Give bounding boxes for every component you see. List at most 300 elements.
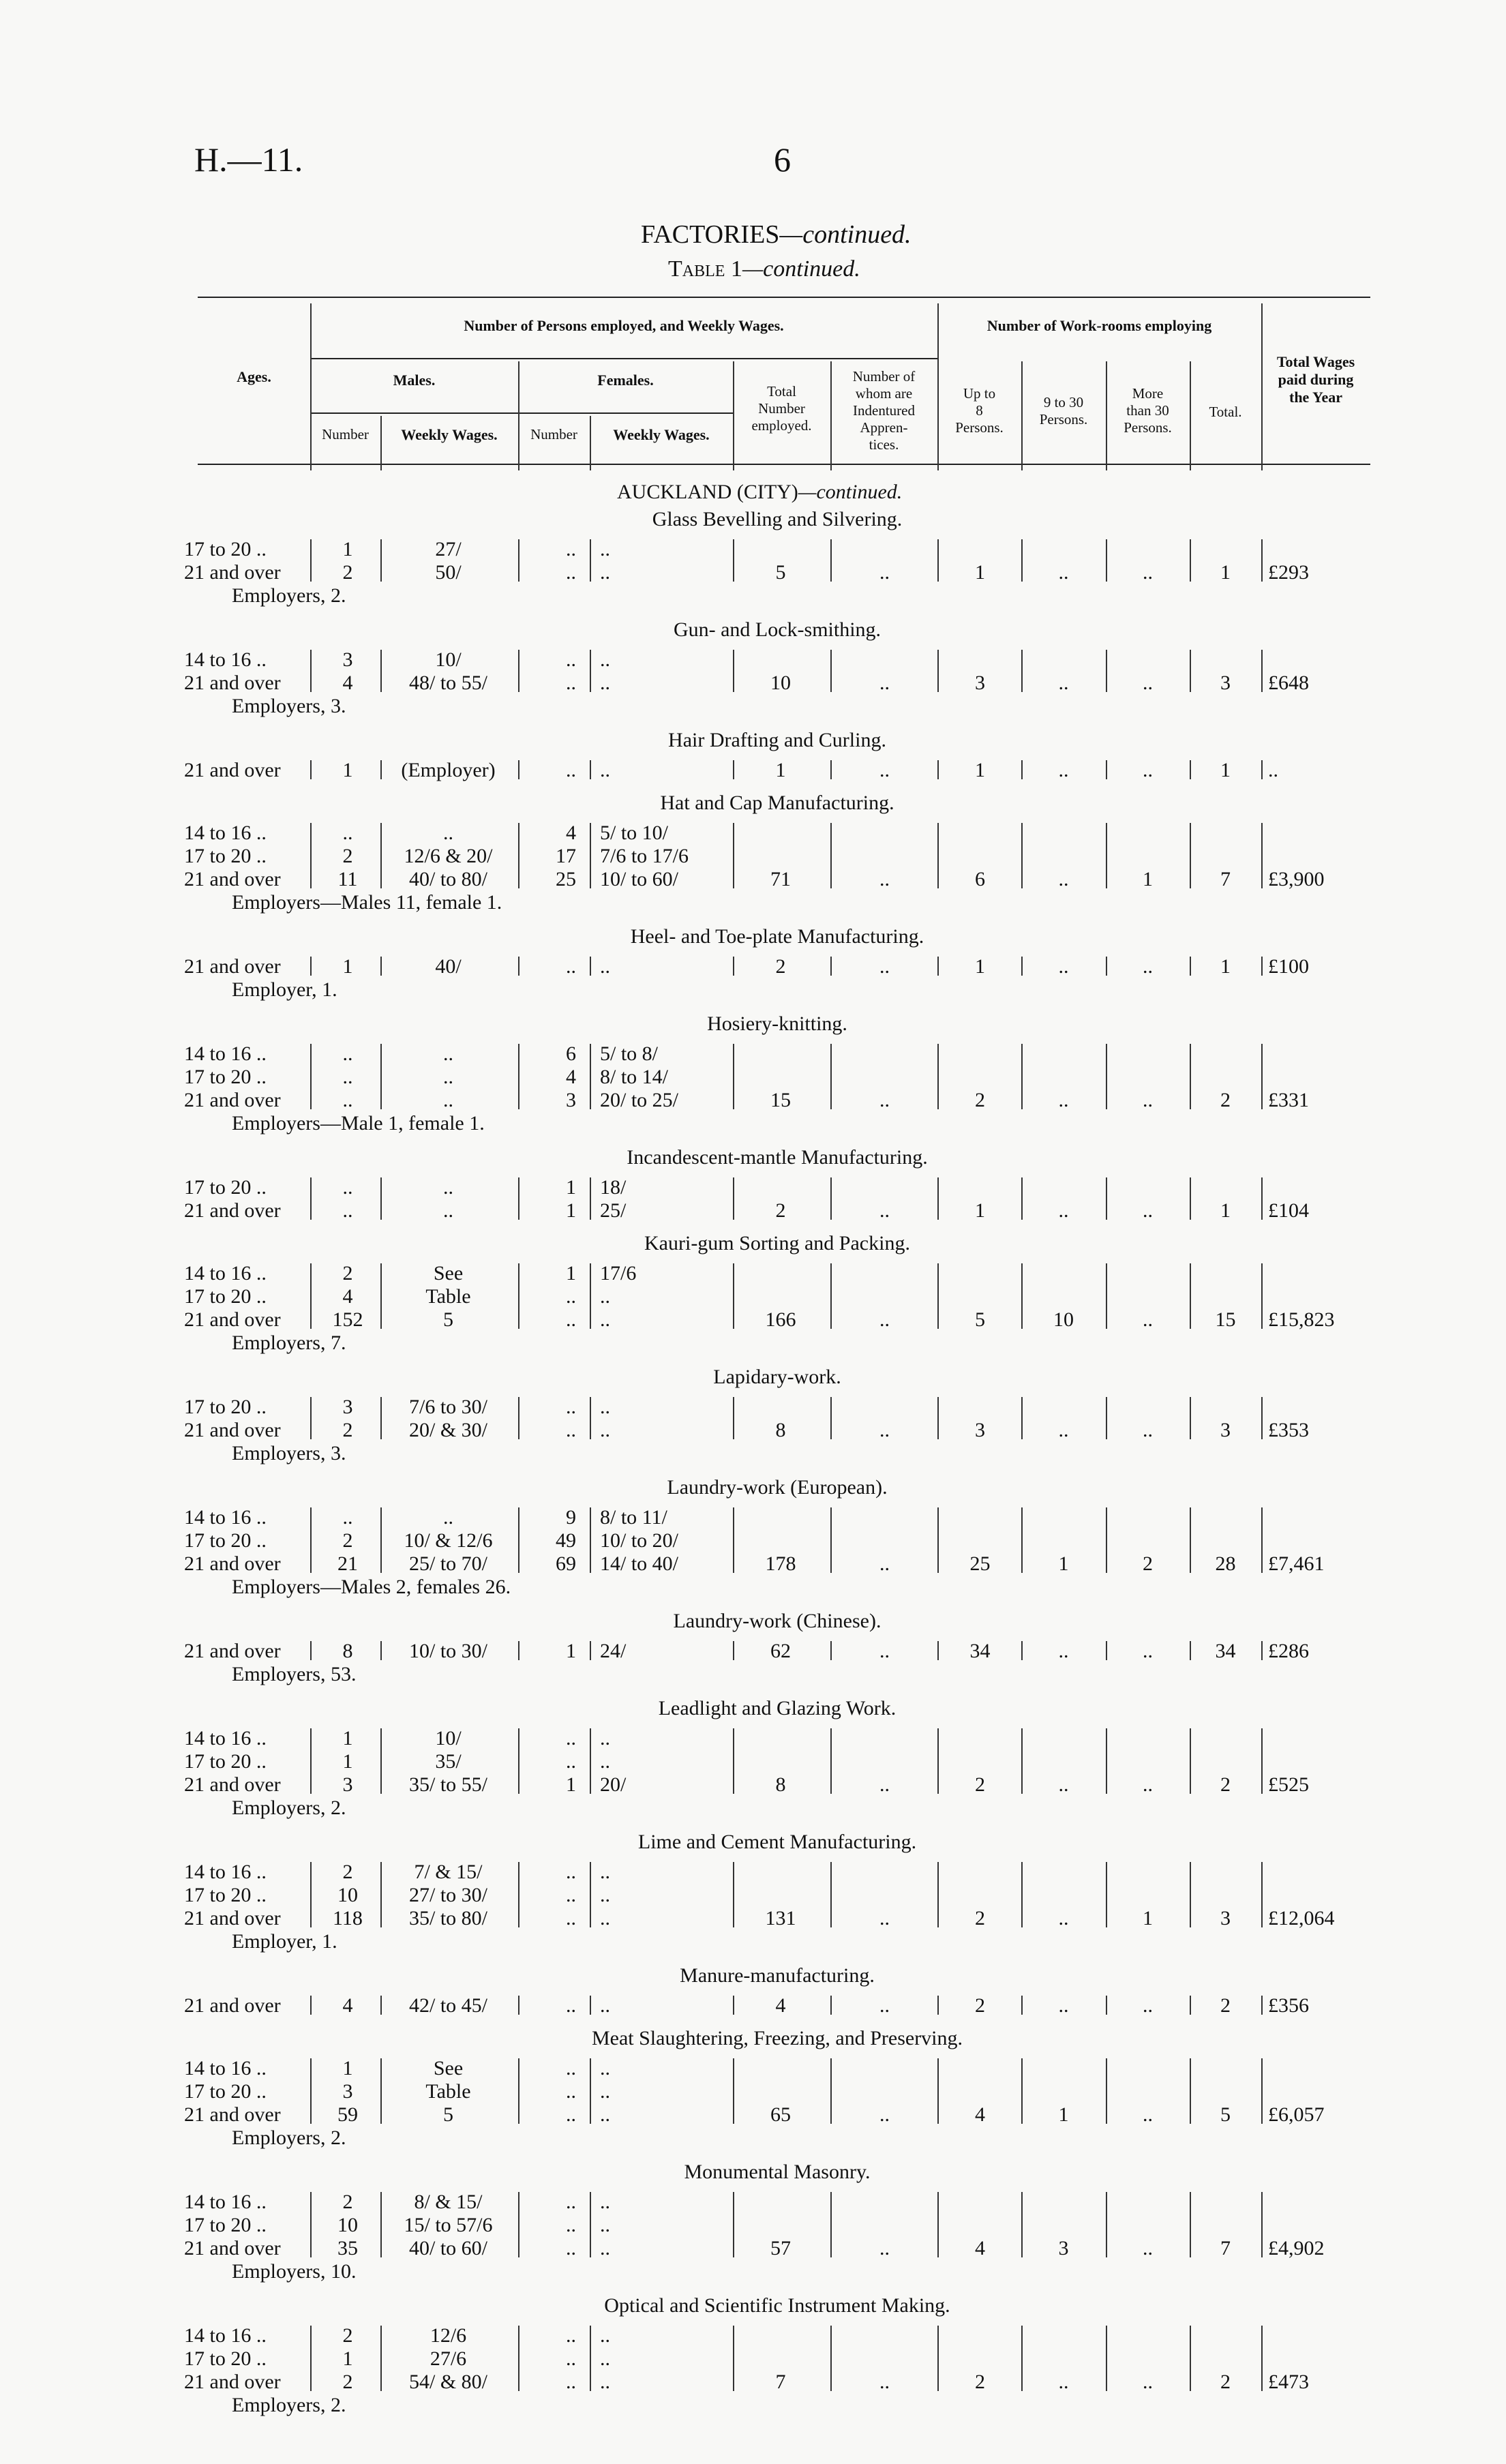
row-divider: [380, 760, 382, 779]
m-num: 2: [342, 2191, 353, 2213]
f-num: ..: [566, 2237, 576, 2259]
f-wages: 10/ to 20/: [600, 1529, 679, 1552]
row-divider: [937, 539, 939, 582]
apprentices-count: ..: [879, 1308, 890, 1331]
row-divider: [590, 2192, 591, 2257]
rooms-up-to-8: 1: [975, 561, 985, 584]
m-wages: 35/: [435, 1750, 462, 1773]
f-num: 3: [566, 1089, 576, 1111]
total-wages-header-line: paid during: [1278, 371, 1354, 388]
row-divider: [590, 823, 591, 888]
row-divider: [1106, 2058, 1107, 2124]
row-divider: [1021, 1044, 1023, 1109]
row-divider: [1261, 1263, 1263, 1329]
f-wages: 17/6: [600, 1262, 637, 1284]
row-divider: [1190, 1397, 1191, 1439]
row-divider: [310, 1996, 312, 2015]
rooms-up-to-8: 4: [975, 2237, 985, 2259]
row-divider: [1021, 1177, 1023, 1220]
f-num: 4: [566, 822, 576, 844]
m-num: 152: [332, 1308, 363, 1331]
row-divider: [518, 1397, 519, 1439]
total-employed: 131: [765, 1907, 796, 1929]
total-wages: £6,057: [1268, 2103, 1325, 2126]
employers-note: Employers—Males 11, female 1.: [232, 891, 502, 914]
row-divider: [590, 1044, 591, 1109]
m-num: 35: [337, 2237, 358, 2259]
f-wages: ..: [600, 2214, 610, 2236]
rooms-9-to-30: 3: [1058, 2237, 1069, 2259]
employers-note: Employer, 1.: [232, 1930, 337, 1953]
rooms-up-to-8: 2: [975, 1089, 985, 1111]
total-employed: 166: [765, 1308, 796, 1331]
col-divider: [1261, 303, 1263, 470]
table-title: Table 1—continued.: [668, 256, 860, 282]
row-divider: [590, 760, 591, 779]
trade-heading: Hat and Cap Manufacturing.: [660, 792, 894, 814]
f-num: 1: [566, 1176, 576, 1199]
total-wages: £7,461: [1268, 1552, 1325, 1575]
f-num: 9: [566, 1506, 576, 1529]
row-divider: [1261, 760, 1263, 779]
row-divider: [830, 823, 832, 888]
total-employed: 65: [770, 2103, 791, 2126]
row-divider: [310, 539, 312, 582]
row-divider: [1106, 760, 1107, 779]
apprentices-count: ..: [879, 759, 890, 781]
m-num: 1: [342, 2347, 353, 2370]
trade-heading: Manure-manufacturing.: [680, 1964, 875, 1987]
age-group: 21 and over: [184, 1552, 281, 1575]
f-wages: ..: [600, 1308, 610, 1331]
row-divider: [830, 1397, 832, 1439]
rooms-up-to-8: 1: [975, 1199, 985, 1222]
row-divider: [1106, 650, 1107, 692]
m-num: ..: [342, 1199, 353, 1222]
up-to-8-header: [937, 385, 1021, 436]
region-heading: [617, 481, 902, 504]
f-wages: 5/ to 10/: [600, 822, 669, 844]
rooms-up-to-8: 2: [975, 2371, 985, 2393]
row-divider: [830, 957, 832, 976]
age-group: 14 to 16 ..: [184, 1262, 267, 1284]
rooms-over-30: ..: [1143, 1308, 1153, 1331]
age-group: 17 to 20 ..: [184, 845, 267, 867]
trade-heading: Meat Slaughtering, Freezing, and Preserving.: [591, 2027, 963, 2049]
f-num: 69: [556, 1552, 576, 1575]
m-wages: 5: [443, 2103, 453, 2126]
f-num: ..: [566, 1750, 576, 1773]
rooms-total: 2: [1220, 1773, 1231, 1796]
f-wages: ..: [600, 759, 610, 781]
row-divider: [1021, 1728, 1023, 1794]
row-divider: [518, 823, 519, 888]
total-wages: £104: [1268, 1199, 1309, 1222]
trade-heading: Gun- and Lock-smithing.: [673, 618, 882, 641]
row-divider: [830, 760, 832, 779]
row-divider: [733, 1862, 734, 1927]
total-employed: 1: [775, 759, 786, 781]
rooms-over-30: 2: [1143, 1552, 1153, 1575]
row-divider: [1261, 539, 1263, 582]
age-group: 17 to 20 ..: [184, 538, 267, 560]
row-divider: [310, 1641, 312, 1660]
apprentices-count: ..: [879, 868, 890, 890]
f-wages: ..: [600, 2371, 610, 2393]
apprentices-count: ..: [879, 2371, 890, 2393]
age-group: 21 and over: [184, 1089, 281, 1111]
m-num: 4: [342, 1285, 353, 1308]
workrooms-total-header: Total.: [1209, 404, 1242, 420]
f-num: ..: [566, 2103, 576, 2126]
f-wages: 20/ to 25/: [600, 1089, 679, 1111]
up-to-8-header-line: 8: [976, 402, 983, 419]
m-num: 8: [342, 1640, 353, 1662]
f-wages: ..: [600, 2057, 610, 2079]
total-wages-header: [1261, 353, 1370, 406]
f-num: ..: [566, 1308, 576, 1331]
m-wages: ..: [443, 1089, 453, 1111]
total-employed: 7: [775, 2371, 786, 2393]
row-divider: [830, 1177, 832, 1220]
row-divider: [733, 957, 734, 976]
col-divider: [1106, 361, 1107, 470]
total-wages: £331: [1268, 1089, 1309, 1111]
m-wages: 10/ to 30/: [408, 1640, 487, 1662]
rooms-up-to-8: 5: [975, 1308, 985, 1331]
f-num: 49: [556, 1529, 576, 1552]
row-divider: [1190, 1641, 1191, 1660]
row-divider: [310, 1507, 312, 1573]
m-num: 1: [342, 759, 353, 781]
apprentices-header-line: tices.: [869, 436, 899, 453]
row-divider: [1106, 1044, 1107, 1109]
age-group: 14 to 16 ..: [184, 1506, 267, 1529]
trade-heading: Optical and Scientific Instrument Making.: [604, 2294, 950, 2317]
apprentices-count: ..: [879, 1552, 890, 1575]
row-divider: [1190, 1728, 1191, 1794]
rooms-up-to-8: 6: [975, 868, 985, 890]
f-num: 1: [566, 1262, 576, 1284]
apprentices-count: ..: [879, 1773, 890, 1796]
row-divider: [1021, 1641, 1023, 1660]
row-divider: [380, 1641, 382, 1660]
row-divider: [380, 2192, 382, 2257]
m-num: 1: [342, 955, 353, 978]
row-divider: [830, 2058, 832, 2124]
f-wages: ..: [600, 1419, 610, 1441]
col-divider: [1190, 361, 1191, 470]
m-wages: 35/ to 80/: [408, 1907, 487, 1929]
age-group: 14 to 16 ..: [184, 822, 267, 844]
row-divider: [310, 650, 312, 692]
f-num: 6: [566, 1042, 576, 1065]
total-number-header: [733, 383, 830, 434]
m-wages: 7/6 to 30/: [408, 1396, 487, 1418]
row-divider: [937, 1507, 939, 1573]
total-employed: 62: [770, 1640, 791, 1662]
m-wages: 27/ to 30/: [408, 1884, 487, 1906]
row-divider: [937, 823, 939, 888]
more-than-30-header: [1106, 385, 1190, 436]
trade-heading: Heel- and Toe-plate Manufacturing.: [630, 925, 924, 948]
row-divider: [380, 1862, 382, 1927]
m-wages: 12/6 & 20/: [404, 845, 493, 867]
f-wages: 10/ to 60/: [600, 868, 679, 890]
f-num: ..: [566, 2191, 576, 2213]
row-divider: [310, 1862, 312, 1927]
row-divider: [310, 2058, 312, 2124]
m-wages: 5: [443, 1308, 453, 1331]
row-divider: [1021, 1507, 1023, 1573]
row-divider: [1106, 1507, 1107, 1573]
row-divider: [310, 1728, 312, 1794]
f-num: ..: [566, 1285, 576, 1308]
apprentices-header: [830, 368, 937, 453]
m-num: 21: [337, 1552, 358, 1575]
apprentices-count: ..: [879, 1089, 890, 1111]
m-wages: ..: [443, 1042, 453, 1065]
rooms-total: 7: [1220, 868, 1231, 890]
row-divider: [310, 2326, 312, 2391]
rooms-total: 2: [1220, 2371, 1231, 2393]
f-num: ..: [566, 1861, 576, 1883]
age-group: 21 and over: [184, 1994, 281, 2017]
m-num: 2: [342, 2324, 353, 2347]
row-divider: [1190, 823, 1191, 888]
m-wages: 27/: [435, 538, 462, 560]
row-divider: [380, 650, 382, 692]
row-divider: [1261, 1862, 1263, 1927]
rooms-up-to-8: 2: [975, 1773, 985, 1796]
row-divider: [518, 1263, 519, 1329]
m-wages: 12/6: [430, 2324, 467, 2347]
rooms-total: 3: [1220, 1907, 1231, 1929]
rooms-9-to-30: ..: [1058, 1907, 1069, 1929]
age-group: 21 and over: [184, 561, 281, 584]
col-divider: [1021, 361, 1023, 470]
row-divider: [937, 650, 939, 692]
rooms-9-to-30: 1: [1058, 1552, 1069, 1575]
row-divider: [590, 1263, 591, 1329]
row-divider: [733, 1507, 734, 1573]
total-number-header-line: employed.: [751, 417, 812, 434]
row-divider: [518, 539, 519, 582]
rooms-over-30: ..: [1143, 1640, 1153, 1662]
age-group: 17 to 20 ..: [184, 1750, 267, 1773]
row-divider: [1190, 1507, 1191, 1573]
row-divider: [1021, 823, 1023, 888]
m-num: 2: [342, 1529, 353, 1552]
header-bottom-rule: [198, 464, 1370, 465]
row-divider: [733, 760, 734, 779]
m-wages: ..: [443, 1199, 453, 1222]
row-divider: [518, 2058, 519, 2124]
total-wages: £473: [1268, 2371, 1309, 2393]
col-divider: [733, 361, 734, 470]
row-divider: [1106, 1177, 1107, 1220]
m-num: 4: [342, 1994, 353, 2017]
row-divider: [518, 1507, 519, 1573]
row-divider: [1021, 539, 1023, 582]
trade-heading: Hosiery-knitting.: [707, 1012, 847, 1035]
more-than-30-header-line: than 30: [1126, 402, 1169, 419]
rooms-over-30: ..: [1143, 1199, 1153, 1222]
row-divider: [590, 650, 591, 692]
employers-note: Employer, 1.: [232, 978, 337, 1001]
row-divider: [830, 1263, 832, 1329]
row-divider: [518, 1641, 519, 1660]
f-wages: 14/ to 40/: [600, 1552, 679, 1575]
age-group: 17 to 20 ..: [184, 1176, 267, 1199]
m-wages: 20/ & 30/: [408, 1419, 487, 1441]
total-wages: £4,902: [1268, 2237, 1325, 2259]
row-divider: [733, 650, 734, 692]
main-title: FACTORIES—continued.: [641, 220, 912, 249]
m-wages: 48/ to 55/: [408, 672, 487, 694]
m-wages: See: [433, 2057, 464, 2079]
rooms-total: 1: [1220, 561, 1231, 584]
row-divider: [590, 1397, 591, 1439]
region-suffix: —continued.: [798, 481, 903, 503]
row-divider: [590, 957, 591, 976]
row-divider: [380, 1263, 382, 1329]
m-num: ..: [342, 822, 353, 844]
m-num: 1: [342, 1727, 353, 1749]
m-wages: 10/: [435, 1727, 462, 1749]
f-num: ..: [566, 1884, 576, 1906]
f-num: 1: [566, 1199, 576, 1222]
row-divider: [380, 1044, 382, 1109]
apprentices-count: ..: [879, 1907, 890, 1929]
col-divider: [380, 416, 382, 470]
apprentices-header-line: Indentured: [853, 402, 915, 419]
m-num: ..: [342, 1066, 353, 1088]
rooms-over-30: ..: [1143, 561, 1153, 584]
f-wages: ..: [600, 1861, 610, 1883]
f-wages: 20/: [600, 1773, 627, 1796]
rooms-9-to-30: ..: [1058, 1994, 1069, 2017]
rooms-9-to-30: ..: [1058, 672, 1069, 694]
f-num: 4: [566, 1066, 576, 1088]
row-divider: [830, 1044, 832, 1109]
row-divider: [380, 1397, 382, 1439]
row-divider: [310, 957, 312, 976]
female-number-header: Number: [530, 426, 577, 442]
rooms-total: 1: [1220, 955, 1231, 978]
row-divider: [830, 539, 832, 582]
total-employed: 15: [770, 1089, 791, 1111]
age-group: 17 to 20 ..: [184, 1066, 267, 1088]
m-num: 10: [337, 1884, 358, 1906]
f-wages: ..: [600, 2103, 610, 2126]
trade-heading: Laundry-work (Chinese).: [673, 1610, 882, 1632]
f-wages: ..: [600, 955, 610, 978]
m-num: 10: [337, 2214, 358, 2236]
trade-heading: Kauri-gum Sorting and Packing.: [644, 1232, 910, 1254]
f-wages: ..: [600, 648, 610, 671]
age-group: 17 to 20 ..: [184, 1529, 267, 1552]
rooms-total: 3: [1220, 672, 1231, 694]
m-wages: 40/ to 60/: [408, 2237, 487, 2259]
male-wages-header: Weekly Wages.: [401, 426, 498, 443]
row-divider: [733, 1641, 734, 1660]
employers-note: Employers, 2.: [232, 584, 346, 607]
total-employed: 8: [775, 1419, 786, 1441]
age-group: 14 to 16 ..: [184, 648, 267, 671]
f-wages: ..: [600, 538, 610, 560]
f-num: ..: [566, 672, 576, 694]
row-divider: [380, 1507, 382, 1573]
m-wages: 15/ to 57/6: [404, 2214, 493, 2236]
row-divider: [518, 1996, 519, 2015]
row-divider: [937, 957, 939, 976]
age-group: 21 and over: [184, 955, 281, 978]
row-divider: [937, 1177, 939, 1220]
nine-to-30-header: [1021, 394, 1106, 428]
f-wages: ..: [600, 2191, 610, 2213]
f-wages: ..: [600, 1884, 610, 1906]
age-group: 14 to 16 ..: [184, 1727, 267, 1749]
f-wages: 8/ to 14/: [600, 1066, 669, 1088]
row-divider: [1021, 1996, 1023, 2015]
apprentices-count: ..: [879, 2237, 890, 2259]
row-divider: [1190, 1177, 1191, 1220]
row-divider: [1190, 2192, 1191, 2257]
row-divider: [830, 2326, 832, 2391]
f-num: ..: [566, 2080, 576, 2103]
rooms-9-to-30: ..: [1058, 1640, 1069, 1662]
f-num: ..: [566, 2214, 576, 2236]
f-num: ..: [566, 1727, 576, 1749]
age-group: 21 and over: [184, 1773, 281, 1796]
row-divider: [1190, 650, 1191, 692]
f-wages: 8/ to 11/: [600, 1506, 667, 1529]
row-divider: [1190, 1263, 1191, 1329]
row-divider: [1021, 1397, 1023, 1439]
age-group: 21 and over: [184, 2371, 281, 2393]
row-divider: [937, 1044, 939, 1109]
m-wages: ..: [443, 1066, 453, 1088]
row-divider: [310, 2192, 312, 2257]
row-divider: [518, 650, 519, 692]
males-females-rule: [310, 412, 733, 414]
up-to-8-header-line: Persons.: [955, 419, 1004, 436]
age-group: 21 and over: [184, 2103, 281, 2126]
m-num: ..: [342, 1506, 353, 1529]
age-group: 17 to 20 ..: [184, 1396, 267, 1418]
employers-note: Employers, 7.: [232, 1332, 346, 1354]
apprentices-header-line: Appren-: [860, 419, 908, 436]
rooms-total: 1: [1220, 759, 1231, 781]
row-divider: [1021, 2058, 1023, 2124]
nine-to-30-header-line: 9 to 30: [1043, 394, 1084, 410]
f-num: ..: [566, 561, 576, 584]
total-wages: £525: [1268, 1773, 1309, 1796]
up-to-8-header-line: Up to: [963, 385, 996, 402]
row-divider: [733, 1177, 734, 1220]
f-num: 1: [566, 1773, 576, 1796]
age-group: 21 and over: [184, 1419, 281, 1441]
col-divider: [937, 303, 939, 470]
rooms-up-to-8: 25: [969, 1552, 991, 1575]
trade-heading: Incandescent-mantle Manufacturing.: [627, 1146, 928, 1169]
row-divider: [590, 539, 591, 582]
employers-note: Employers, 2.: [232, 2127, 346, 2149]
age-group: 21 and over: [184, 1640, 281, 1662]
rooms-over-30: ..: [1143, 1994, 1153, 2017]
f-num: 17: [556, 845, 576, 867]
